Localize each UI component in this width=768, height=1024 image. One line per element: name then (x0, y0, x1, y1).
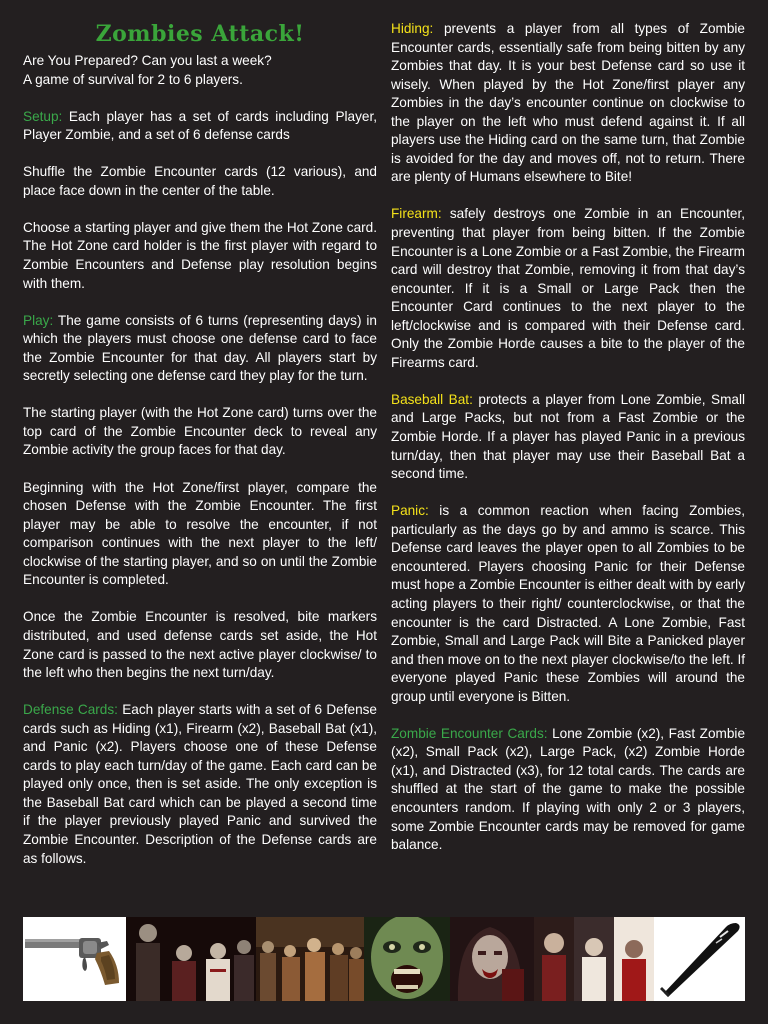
zombie-woman-panel (450, 917, 534, 1001)
zombie-encounter-paragraph (391, 725, 745, 855)
play-paragraph (23, 312, 377, 386)
intro-line-1: Are You Prepared? Can you last a week? (23, 53, 272, 68)
zombie-face-panel (364, 917, 450, 1001)
zombie-group-image (126, 917, 256, 1001)
setup-text: Each player has a set of cards including Player, Player Zombie, and a set of 6 defense cards (23, 108, 377, 143)
revolver-icon (23, 917, 126, 1001)
panic-text: is a common reaction when facing Zombies, particularly as the days go by and ammo is scarce. This Defense card leaves the player open to all Zombies to be encountered. Players choosing Panic for their Defense must hope a Zombie Encounter is either dealt with by early acting players to their right/ counterclockwise, or that the encounter is the card Distracted. A Lone Zombie, Fast Zombie, Small and Large Pack will Bite a Panicked player and then move on to the next player clockwise/to the left. If everyone played Panic these Zombies will around the group until everyone is Bitten. (391, 503, 745, 704)
hiding-paragraph (391, 20, 745, 187)
zombie-crowd-image (256, 917, 364, 1001)
intro-line-2: A game of survival for 2 to 6 players. (23, 71, 243, 87)
hiding-text: prevents a player from all types of Zombie Encounter cards, essentially safe from being bitten by any Zombies that day. It is your best Defense card so use it wisely. When played by the Hot Zone/first player any Zombies in the day’s encounter continue on clockwise to the player on the left who must defend against it. If all players use the Hiding card on the same turn, that Zombie is avoided for the day and moves off, not to return. There are plenty of Humans elsewhere to Bite! (391, 21, 745, 185)
baseball-bat-text: protects a player from Lone Zombie, Small and Large Packs, but not from a Fast Zombie or the Zombie Horde. If a player has played Panic in a previous turn/day, then that player may use their Baseball Bat a second time. (391, 391, 745, 482)
defense-cards-text: Each player starts with a set of 6 Defense cards such as Hiding (x1), Firearm (x2), Baseball Bat (x1), and Panic (x2). Players choose one of these Defense cards to play each turn/day of the game. Each card can be played only once, then is set aside. The only exception is the Baseball Bat card which can be played a second time if the player previously played Panic and survived the Zombie Encounter. Description of the Defense cards are as follows. (23, 702, 377, 866)
firearm-label: Firearm: (391, 206, 442, 222)
right-column (391, 20, 745, 873)
choose-paragraph: Choose a starting player and give them the Hot Zone card. The Hot Zone card holder is the first player with regard to Zombie Encounters and Defense play resolution begins with them. (23, 219, 377, 291)
play-label: Play: (23, 312, 54, 328)
zombie-face-image (364, 917, 450, 1001)
starting-player-paragraph: The starting player (with the Hot Zone card) turns over the top card of the Zombie Encounter deck to reveal any Zombie activity the group faces for that day. (23, 405, 377, 458)
defense-cards-label: Defense Cards: (23, 702, 118, 718)
hiding-label: Hiding: (391, 21, 434, 36)
defense-cards-paragraph (23, 701, 377, 868)
zombie-group-panel (126, 917, 256, 1001)
left-column (23, 20, 377, 887)
shuffle-paragraph: Shuffle the Zombie Encounter cards (12 various), and place face down in the center of the table. (23, 164, 377, 198)
play-text: The game consists of 6 turns (representing days) in which the players must choose one defense card to face the Zombie Encounter for that day. All players start by secretly selecting one defense card they play for the turn. (23, 312, 377, 384)
page-title: Zombies Attack! (95, 21, 305, 47)
setup-paragraph (23, 108, 377, 145)
zombie-woman-image (450, 917, 534, 1001)
firearm-paragraph (391, 205, 745, 372)
intro-paragraph (23, 52, 377, 89)
zombie-crowd-panel (256, 917, 364, 1001)
baseball-bat-label: Baseball Bat: (391, 391, 473, 407)
baseball-bat-paragraph (391, 391, 745, 484)
beginning-paragraph: Beginning with the Hot Zone/first player, compare the chosen Defense with the Zombie Encounter. The first player may be able to resolve the encounter, if not comparison continues with the next player to the left/ clockwise of the starting player, and so on until the Zombie Encounter is completed. (23, 479, 377, 588)
panic-paragraph (391, 502, 745, 706)
zombie-collage-image (534, 917, 654, 1001)
zombie-encounter-text: Lone Zombie (x2), Fast Zombie (x2), Small Pack (x2), Large Pack, (x2) Zombie Horde (x1), and Distracted (x3), for 12 total cards. The cards are shuffled at the start of the game to make the possible encounters random. If playing with only 2 or 3 players, some Zombie Encounter cards may be removed for game balance. (391, 725, 746, 853)
revolver-panel (23, 917, 126, 1001)
baseball-bat-icon (654, 917, 745, 1001)
setup-label: Setup: (23, 108, 63, 124)
collage-panel (534, 917, 654, 1001)
zombie-encounter-label: Zombie Encounter Cards: (391, 725, 548, 741)
panic-label: Panic: (391, 503, 429, 519)
once-resolved-paragraph: Once the Zombie Encounter is resolved, bite markers distributed, and used defense cards set aside, the Hot Zone card is passed to the next active player clockwise/ to the left who then begins the next turn/day. (23, 609, 377, 681)
image-strip (23, 917, 745, 1001)
firearm-text: safely destroys one Zombie in an Encounter, preventing that player from being bitten. If the Zombie Encounter is a Lone Zombie or a Fast Zombie, the Firearm card will destroy that Zombie, removing it from that day’s encounter. If it is a Small or Large Pack then the Encounter Card continues to the next player to the left/clockwise and is compared with their Defense card. Only the Zombie Horde causes a bite to the player of the Firearms card. (391, 206, 745, 370)
baseball-bat-panel (654, 917, 745, 1001)
